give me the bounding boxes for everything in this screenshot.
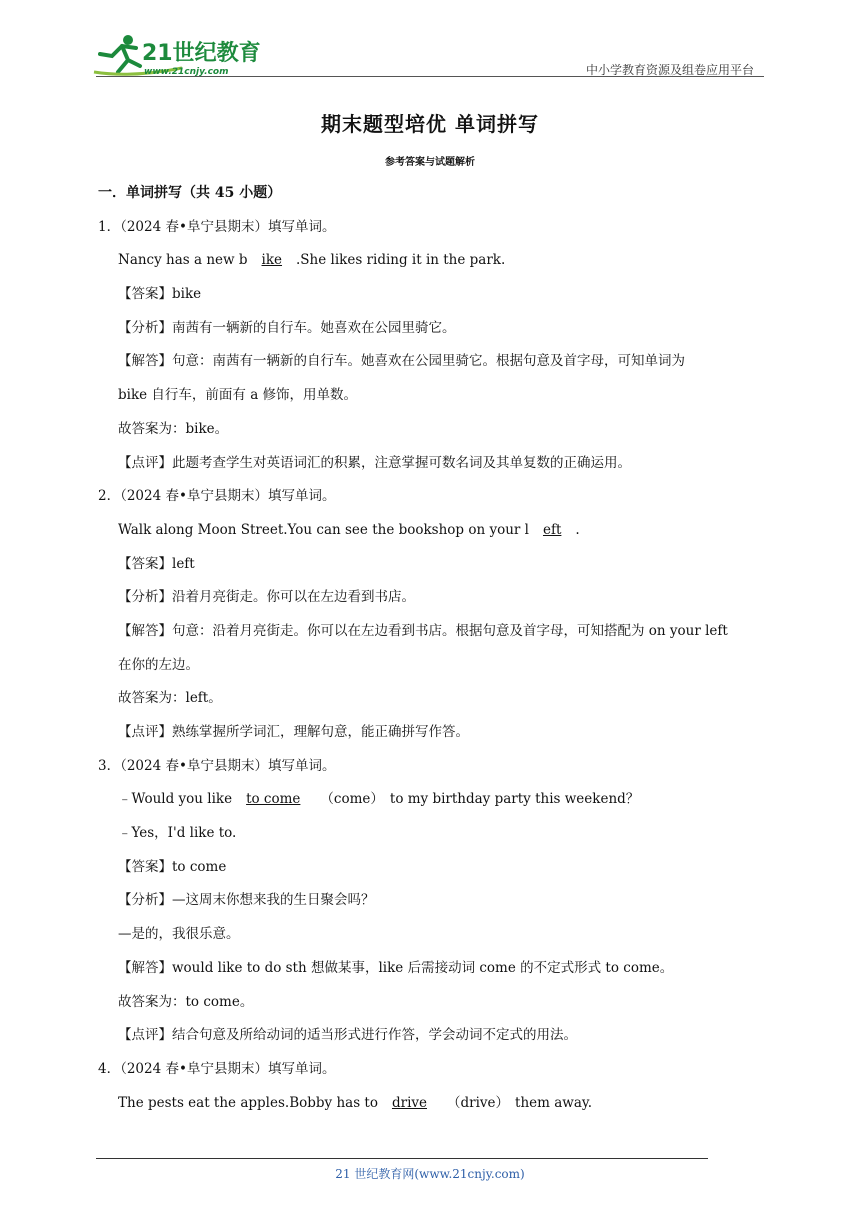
question-4-blank: drive: [391, 1094, 427, 1111]
question-1-analysis: 【分析】南茜有一辆新的自行车。她喜欢在公园里骑它。: [118, 319, 456, 336]
question-3-heading: 3．（2024 春•阜宁县期末）填写单词。: [98, 757, 336, 774]
question-1-prompt: Nancy has a new b ike .She likes riding it in the park.: [118, 252, 506, 269]
question-1-heading: 1．（2024 春•阜宁县期末）填写单词。: [98, 218, 336, 235]
question-3-solution: 【解答】would like to do sth 想做某事，like 后需接动词 come 的不定式形式 to come。: [118, 959, 674, 976]
svg-text:21世纪教育: 21世纪教育: [142, 41, 261, 66]
question-3-comment: 【点评】结合句意及所给动词的适当形式进行作答，学会动词不定式的用法。: [118, 1027, 577, 1044]
question-2-prompt: Walk along Moon Street.You can see the bookshop on your l eft .: [118, 521, 580, 538]
page-title: 期末题型培优 单词拼写: [321, 112, 539, 136]
question-3-analysis-cont: —是的，我很乐意。: [118, 926, 240, 943]
question-2-solution-cont: 在你的左边。: [118, 656, 199, 673]
question-2-analysis: 【分析】沿着月亮街走。你可以在左边看到书店。: [118, 589, 415, 606]
question-4-heading: 4．（2024 春•阜宁县期末）填写单词。: [98, 1060, 336, 1077]
question-2-answer: 【答案】left: [118, 555, 195, 572]
question-1-solution-cont: bike 自行车，前面有 a 修饰，用单数。: [118, 387, 358, 404]
question-2-solution: 【解答】句意：沿着月亮街走。你可以在左边看到书店。根据句意及首字母，可知搭配为 on your left: [118, 622, 728, 639]
question-3-answer: 【答案】to come: [118, 858, 227, 875]
question-3-blank: to come: [246, 791, 301, 808]
question-2-final: 故答案为：left。: [118, 690, 222, 707]
page-subtitle: 参考答案与试题解析: [385, 157, 475, 168]
question-1-blank: ike: [261, 252, 283, 269]
platform-label: 中小学教育资源及组卷应用平台: [585, 63, 754, 77]
site-logo: [92, 32, 262, 76]
footer-divider: [96, 1158, 708, 1159]
question-1-final: 故答案为：bike。: [118, 420, 229, 437]
header-divider: [96, 76, 764, 77]
question-1-solution: 【解答】句意：南茜有一辆新的自行车。她喜欢在公园里骑它。根据句意及首字母，可知单词为: [118, 353, 685, 370]
page-footer: 21 世纪教育网(www.21cnjy.com): [335, 1167, 525, 1181]
question-3-prompt: ﹣Would you like to come （come） to my birthday party this weekend？: [118, 791, 640, 808]
question-3-reply: ﹣Yes，I'd like to.: [118, 825, 237, 842]
question-2-blank: eft: [542, 521, 562, 538]
question-2-comment: 【点评】熟练掌握所学词汇，理解句意，能正确拼写作答。: [118, 724, 469, 740]
question-3-analysis: 【分析】—这周末你想来我的生日聚会吗？: [118, 892, 375, 909]
svg-text:www.21cnjy.com: www.21cnjy.com: [144, 67, 229, 77]
question-2-heading: 2．（2024 春•阜宁县期末）填写单词。: [98, 488, 336, 505]
section-heading: 一．单词拼写（共 45 小题）: [98, 185, 282, 201]
question-1-comment: 【点评】此题考查学生对英语词汇的积累，注意掌握可数名词及其单复数的正确运用。: [118, 454, 631, 471]
page-header: [92, 28, 762, 78]
question-1-answer: 【答案】bike: [118, 286, 202, 303]
document-body: [98, 183, 768, 1126]
question-3-final: 故答案为：to come。: [118, 993, 254, 1010]
question-4-prompt: The pests eat the apples.Bobby has to drive （drive） them away.: [118, 1094, 593, 1111]
